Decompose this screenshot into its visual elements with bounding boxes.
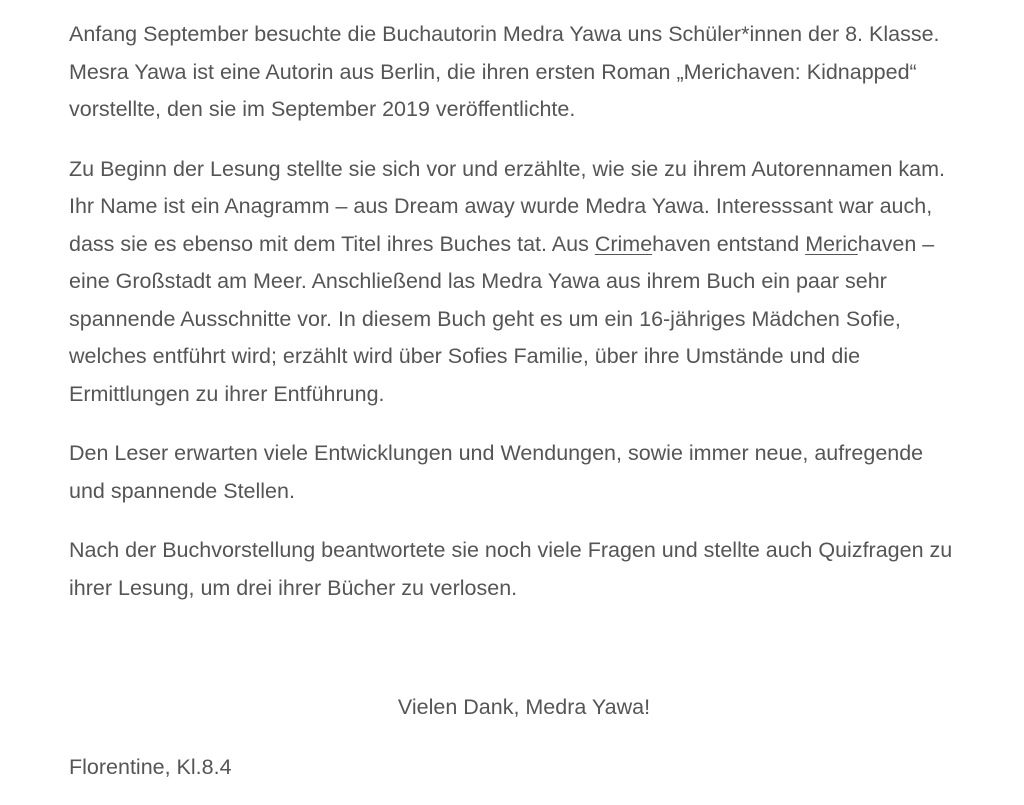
underlined-meric: Meric xyxy=(805,231,858,256)
paragraph-questions: Nach der Buchvorstellung beantwortete sie noch viele Fragen und stellte auch Quizfragen zu ihrer Lesung, um drei ihrer Bücher zu verlosen. xyxy=(69,538,953,600)
paragraph-reading xyxy=(69,151,964,414)
thanks-line: Vielen Dank, Medra Yawa! xyxy=(397,695,651,719)
paragraph-reading-part1: Zu Beginn der Lesung stellte sie sich vor und erzählte, wie sie zu ihrem Autorennamen kam. Ihr Name ist ein Anagramm – aus Dream away wurde Medra Yawa. Interesssant war auch, dass sie es ebenso mit dem Titel ihres Buches tat. Aus xyxy=(69,156,945,256)
author-signature: Florentine, Kl.8.4 xyxy=(69,755,232,779)
paragraph-intro: Anfang September besuchte die Buchautorin Medra Yawa uns Schüler*innen der 8. Klasse. Mesra Yawa ist eine Autorin aus Berlin, die ihren ersten Roman „Merichaven: Kidnapped“ vorstellte, den sie im September 2019 veröffentlichte. xyxy=(69,22,940,121)
underlined-crime: Crime xyxy=(594,231,653,256)
paragraph-reading-part3: haven – eine Großstadt am Meer. Anschließend las Medra Yawa aus ihrem Buch ein paar sehr spannende Ausschnitte vor. In diesem Buch geht es um ein 16-jähriges Mädchen Sofie, welches entführt wird; erzählt wird über Sofies Familie, über ihre Umstände und die Ermittlungen zu ihrer Entführung. xyxy=(69,231,935,406)
paragraph-reading-part2: haven entstand xyxy=(652,231,806,256)
paragraph-expectations: Den Leser erwarten viele Entwicklungen und Wendungen, sowie immer neue, aufregende und spannende Stellen. xyxy=(69,441,924,503)
article-body xyxy=(69,16,964,629)
